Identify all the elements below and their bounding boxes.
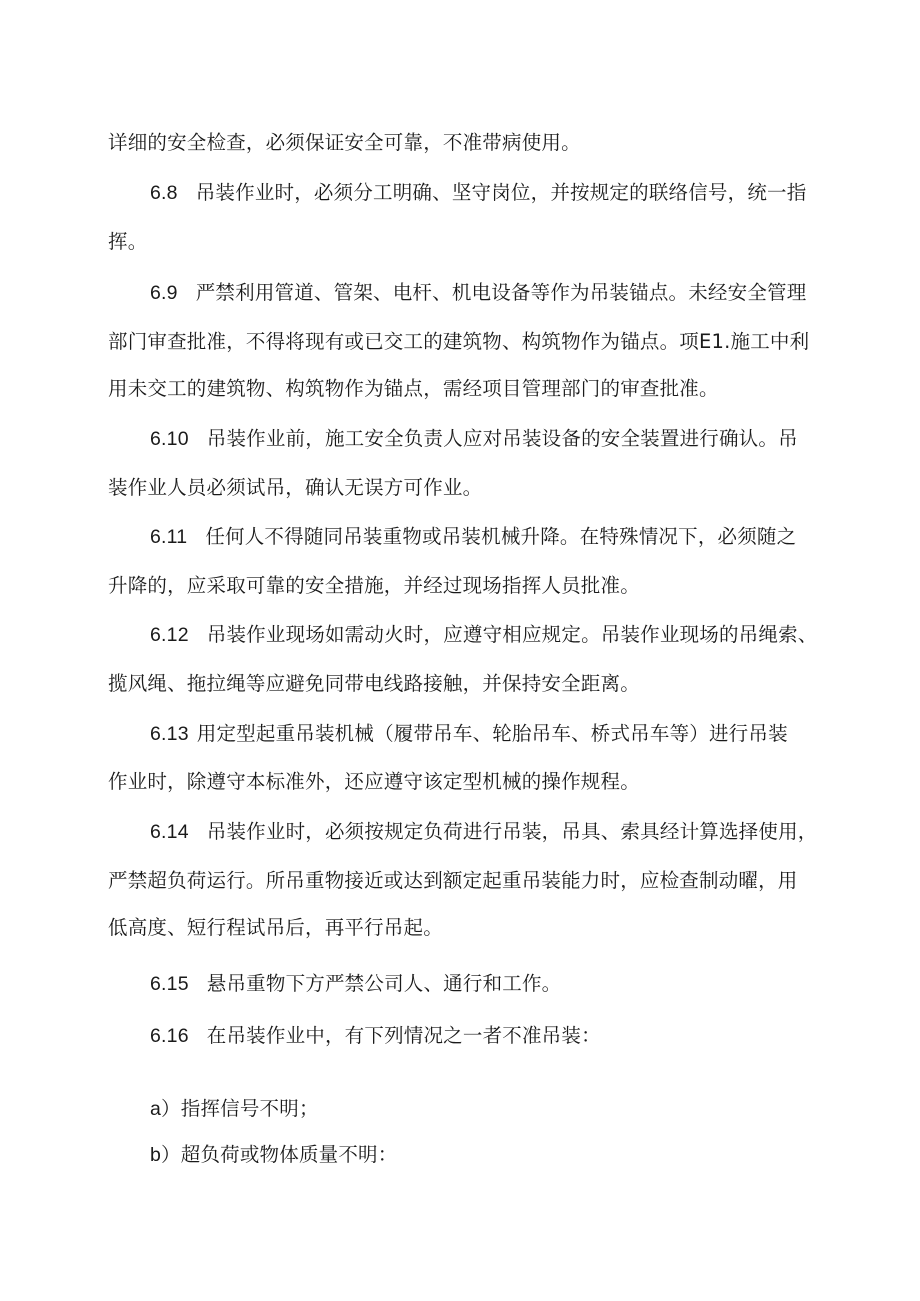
paragraph-line: [150, 281, 860, 305]
line-text: 部门审查批准，不得将现有或已交工的建筑物、构筑物作为锚点。项E1.施工中利: [108, 330, 810, 353]
line-text: 用定型起重吊装机械（履带吊车、轮胎吊车、桥式吊车等）进行吊装: [196, 722, 788, 745]
line-text: 揽风绳、拖拉绳等应避免同带电线路接触，并保持安全距离。: [108, 672, 640, 695]
line-text: 装作业人员必须试吊，确认无误方可作业。: [108, 476, 483, 499]
line-text: 吊装作业现场如需动火时，应遵守相应规定。吊装作业现场的吊绳索、: [206, 623, 818, 646]
list-item: [150, 1143, 860, 1167]
list-item-letter: b）: [150, 1144, 181, 1166]
line-text: 严禁超负荷运行。所吊重物接近或达到额定起重吊装能力时，应检查制动曜，用: [108, 869, 798, 892]
clause-number: 6.12: [150, 624, 189, 646]
paragraph-line: [108, 672, 818, 696]
paragraph-line: [108, 330, 818, 354]
paragraph-line: [150, 972, 860, 996]
line-text: 详细的安全检查，必须保证安全可靠，不准带病使用。: [108, 131, 581, 154]
line-text: 吊装作业时，必须分工明确、坚守岗位，并按规定的联络信号，统一指: [195, 181, 807, 204]
clause-number: 6.16: [150, 1025, 189, 1047]
line-text: 悬吊重物下方严禁公司人、通行和工作。: [206, 972, 562, 995]
clause-number: 6.10: [150, 428, 189, 450]
list-item: [150, 1097, 860, 1121]
paragraph-line: [108, 869, 818, 893]
paragraph-line: [108, 916, 818, 940]
paragraph-line: [108, 377, 818, 401]
paragraph-line: [108, 770, 818, 794]
paragraph-line: [150, 1024, 860, 1048]
line-text: 严禁利用管道、管架、电杆、机电设备等作为吊装锚点。未经安全管理: [195, 281, 807, 304]
clause-number: 6.15: [150, 973, 189, 995]
paragraph-line: [108, 574, 818, 598]
paragraph-line: [108, 476, 818, 500]
paragraph-line: [108, 131, 818, 155]
line-text: 作业时，除遵守本标准外，还应遵守该定型机械的操作规程。: [108, 770, 640, 793]
paragraph-line: [150, 525, 860, 549]
line-text: 升降的，应采取可靠的安全措施，并经过现场指挥人员批准。: [108, 574, 640, 597]
line-text: 用未交工的建筑物、构筑物作为锚点，需经项目管理部门的审查批准。: [108, 377, 719, 400]
paragraph-line: [108, 230, 818, 254]
clause-number: 6.8: [150, 182, 178, 204]
list-item-text: 指挥信号不明；: [180, 1097, 319, 1120]
list-item-letter: a）: [150, 1098, 181, 1120]
paragraph-line: [150, 820, 860, 844]
list-item-text: 超负荷或物体质量不明：: [180, 1143, 398, 1166]
paragraph-line: [150, 722, 860, 746]
paragraph-line: [150, 181, 860, 205]
paragraph-line: [150, 623, 860, 647]
line-text: 在吊装作业中，有下列情况之一者不准吊装：: [206, 1024, 601, 1047]
clause-number: 6.11: [150, 526, 188, 548]
clause-number: 6.14: [150, 821, 189, 843]
line-text: 吊装作业前，施工安全负责人应对吊装设备的安全装置进行确认。吊: [206, 427, 798, 450]
line-text: 吊装作业时，必须按规定负荷进行吊装，吊具、索具经计算选择使用，: [206, 820, 818, 843]
line-text: 低高度、短行程试吊后，再平行吊起。: [108, 916, 443, 939]
clause-number: 6.9: [150, 282, 178, 304]
clause-number: 6.13: [150, 723, 189, 745]
paragraph-line: [150, 427, 860, 451]
line-text: 挥。: [108, 230, 148, 253]
line-text: 任何人不得随同吊装重物或吊装机械升降。在特殊情况下，必须随之: [205, 525, 797, 548]
